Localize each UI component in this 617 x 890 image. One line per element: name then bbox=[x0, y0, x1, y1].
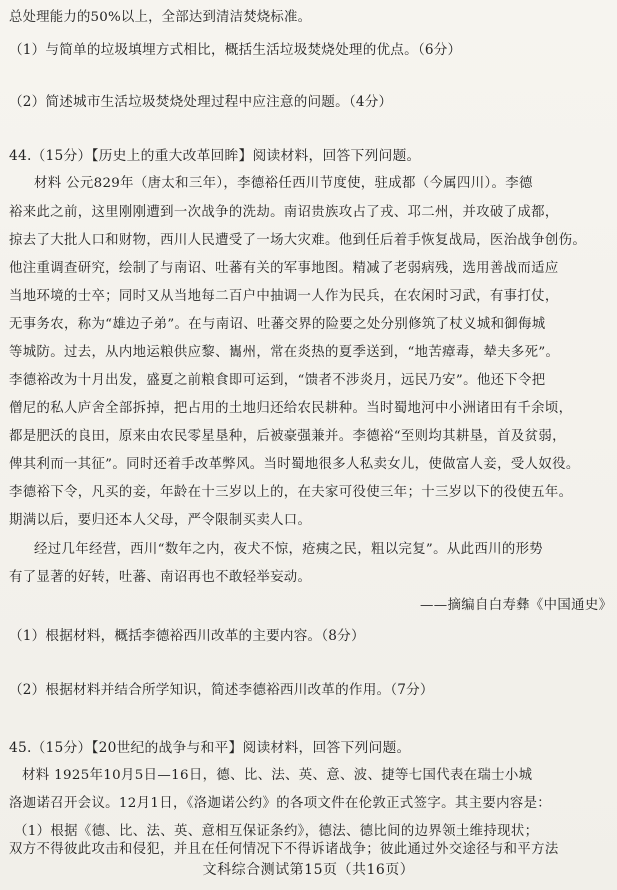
q44-material-line-8: 僧尼的私人庐舍全部拆掉，把占用的土地归还给农民耕种。当时蜀地河中小洲诸田有千余顷， bbox=[9, 401, 573, 416]
q44-material-line-1: 裕来此之前，这里刚刚遭到一次战争的洗劫。南诏贵族攻占了戎、邛二州，并攻破了成都， bbox=[9, 205, 559, 220]
q45-material-line-0: 材料 1925年10月5日—16日，德、比、法、英、意、波、捷等七国代表在瑞士小城 bbox=[22, 768, 533, 783]
q44-material-line-14: 有了显著的好转，吐蕃、南诏再也不敢轻举妄动。 bbox=[9, 570, 312, 585]
q44-material-line-10: 俾其利而一其征”。同时还着手改革弊风。当时蜀地很多人私卖女儿，使做富人妾，受人奴役。 bbox=[9, 457, 580, 472]
question-44-sub2: （2）根据材料并结合所学知识，简述李德裕西川改革的作用。（7分） bbox=[9, 682, 434, 698]
question-45-header: 45.（15分）【20世纪的战争与和平】阅读材料，回答下列问题。 bbox=[9, 740, 411, 756]
q44-material-line-5: 无事务农，称为“雄边子弟”。在与南诏、吐蕃交界的险要之处分别修筑了杖义城和御侮城 bbox=[9, 317, 546, 332]
q44-source-citation: ——摘编自白寿彝《中国通史》 bbox=[420, 598, 613, 613]
q44-material-line-6: 等城防。过去，从内地运粮供应黎、巂州，常在炎热的夏季送到，“地苦瘴毒，辇夫多死”。 bbox=[9, 345, 560, 360]
q44-material-line-0: 材料 公元829年（唐太和三年），李德裕任西川节度使，驻成都（今属四川）。李德 bbox=[34, 176, 533, 191]
question-43-sub2: （2）简述城市生活垃圾焚烧处理过程中应注意的问题。（4分） bbox=[9, 94, 393, 110]
q44-material-line-7: 李德裕改为十月出发，盛夏之前粮食即可运到，“馈者不涉炎月，远民乃安”。他还下令把 bbox=[9, 373, 546, 388]
q44-material-line-4: 当地环境的士卒；同时又从当地每二百户中抽调一人作为民兵，在农闲时习武，有事打仗， bbox=[9, 289, 559, 304]
q44-material-line-9: 都是肥沃的良田，原来由农民零星垦种，后被豪强兼并。李德裕“至则均其耕垦，首及贫弱， bbox=[9, 429, 566, 444]
q44-material-line-11: 李德裕下令，凡买的妾，年龄在十三岁以上的，在夫家可役使三年；十三岁以下的役使五年。 bbox=[9, 485, 573, 500]
question-44-sub1: （1）根据材料，概括李德裕西川改革的主要内容。（8分） bbox=[9, 628, 365, 644]
question-44-header: 44.（15分）【历史上的重大改革回眸】阅读材料，回答下列问题。 bbox=[9, 148, 421, 164]
q45-material-line-2: （1）根据《德、比、法、英、意相互保证条约》，德法、德比间的边界领土维持现状； bbox=[14, 824, 539, 839]
q44-material-line-3: 他注重调查研究，绘制了与南诏、吐蕃有关的军事地图。精减了老弱病残，选用善战而适应 bbox=[9, 261, 559, 276]
q44-material-line-12: 期满以后，要归还本人父母，严令限制买卖人口。 bbox=[9, 513, 312, 528]
page-footer: 文科综合测试第15页（共16页） bbox=[202, 862, 415, 878]
question-43-sub1: （1）与简单的垃圾填埋方式相比，概括生活垃圾焚烧处理的优点。（6分） bbox=[9, 42, 462, 58]
q45-material-line-1: 洛迦诺召开会议。12月1日，《洛迦诺公约》的各项文件在伦敦正式签字。其主要内容是： bbox=[9, 796, 552, 811]
q45-material-line-3: 双方不得彼此攻击和侵犯，并且在任何情况下不得诉诸战争；彼此通过外交途径与和平方法 bbox=[9, 842, 559, 857]
q44-material-line-2: 掠去了大批人口和财物，西川人民遭受了一场大灾难。他到任后着手恢复战局，医治战争创伤。 bbox=[9, 233, 587, 248]
previous-material-end: 总处理能力的50%以上，全部达到清洁焚烧标准。 bbox=[9, 10, 312, 25]
q44-material-line-13: 经过几年经营，西川“数年之内，夜犬不惊，疮痍之民，粗以完复”。从此西川的形势 bbox=[34, 542, 544, 557]
